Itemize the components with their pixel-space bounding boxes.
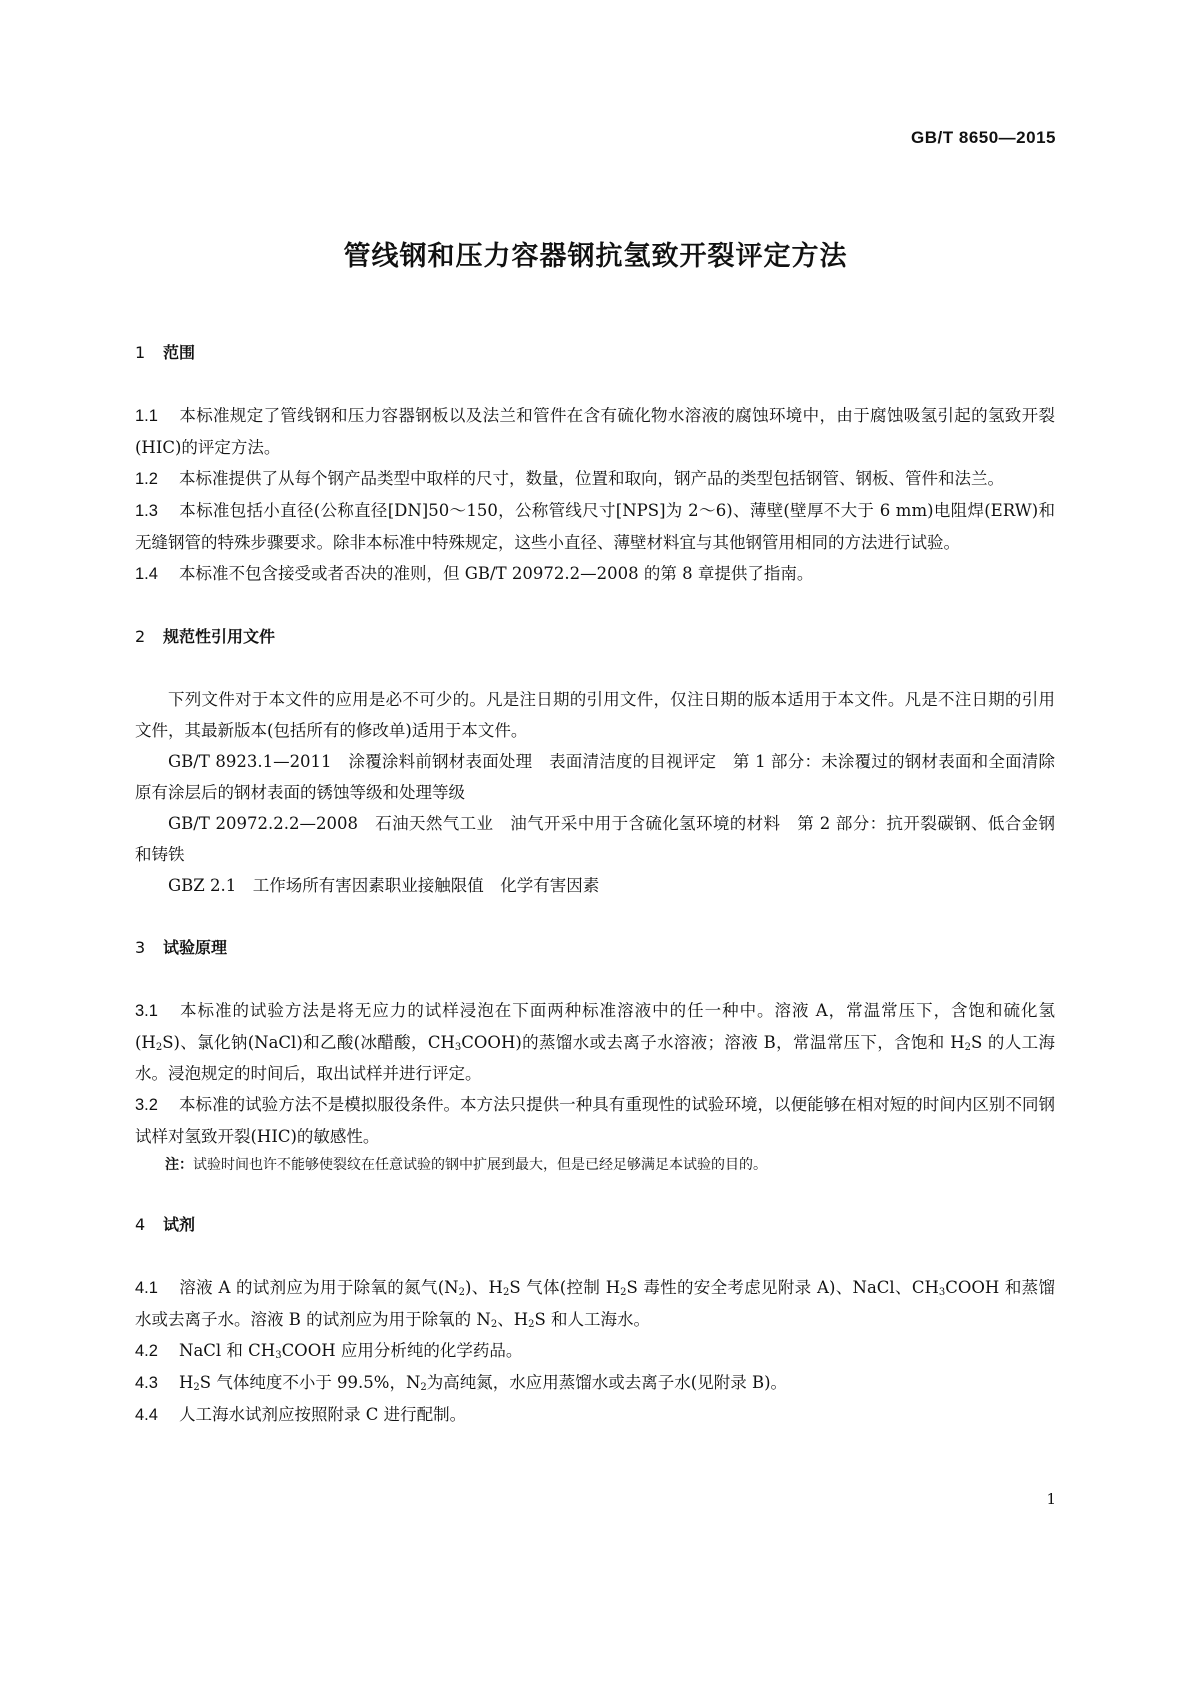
- section-heading-scope: [135, 338, 1055, 368]
- reference-item: GB/T 8923.1—2011 涂覆涂料前钢材表面处理 表面清洁度的目视评定 第 1 部分：未涂覆过的钢材表面和全面清除原有涂层后的钢材表面的锈蚀等级和处理等级: [135, 752, 1055, 802]
- clause-text: 本标准提供了从每个钢产品类型中取样的尺寸，数量，位置和取向，钢产品的类型包括钢管、钢板、管件和法兰。: [179, 469, 1004, 488]
- clause-4-1: [135, 1272, 1055, 1335]
- clause-text: NaCl 和 CH: [179, 1341, 276, 1360]
- clause-3-2: [135, 1089, 1055, 1152]
- clause-number: 3.2: [135, 1096, 158, 1114]
- section-number: 3: [135, 938, 146, 957]
- clause-text: 本标准包括小直径(公称直径[DN]50～150，公称管线尺寸[NPS]为 2～6)、薄壁(壁厚不大于 6 mm)电阻焊(ERW)和无缝钢管的特殊步骤要求。除非本标准中特殊规定，这些小直径、薄壁材料宜与其他钢管用相同的方法进行试验。: [135, 501, 1055, 552]
- section-heading-test-principle: [135, 933, 1055, 963]
- clause-text: COOH 应用分析纯的化学药品。: [281, 1341, 523, 1360]
- section-title: 规范性引用文件: [163, 627, 276, 646]
- subscript: 2: [964, 1042, 972, 1053]
- subscript: 2: [458, 1287, 465, 1298]
- clause-text: 本标准的试验方法不是模拟服役条件。本方法只提供一种具有重现性的试验环境，以便能够在相对短的时间内区别不同钢试样对氢致开裂(HIC)的敏感性。: [135, 1095, 1055, 1146]
- clause-number: 1.2: [135, 470, 158, 488]
- section-heading-reagents: [135, 1210, 1055, 1240]
- section-number: 2: [135, 627, 146, 646]
- clause-text: 为高纯氮，水应用蒸馏水或去离子水(见附录 B)。: [426, 1373, 788, 1392]
- clause-1-1: [135, 400, 1055, 463]
- section-title: 试验原理: [163, 938, 228, 957]
- clause-4-2: [135, 1335, 1055, 1367]
- clause-text: 人工海水试剂应按照附录 C 进行配制。: [179, 1405, 467, 1424]
- clause-1-2: [135, 463, 1055, 495]
- subscript: 2: [155, 1042, 163, 1053]
- subscript: 2: [528, 1319, 535, 1330]
- document-title: 管线钢和压力容器钢抗氢致开裂评定方法: [343, 241, 848, 272]
- clause-text: 、H: [497, 1310, 529, 1329]
- note-text: 试验时间也许不能够使裂纹在任意试验的钢中扩展到最大，但是已经足够满足本试验的目的。: [193, 1157, 767, 1173]
- clause-4-3: [135, 1367, 1055, 1399]
- clause-text: S 气体纯度不小于 99.5%，N: [199, 1373, 421, 1392]
- clause-text: 本标准规定了管线钢和压力容器钢板以及法兰和管件在含有硫化物水溶液的腐蚀环境中，由于腐蚀吸氢引起的氢致开裂(HIC)的评定方法。: [135, 406, 1055, 457]
- clause-number: 3.1: [135, 1002, 158, 1020]
- clause-number: 4.4: [135, 1406, 158, 1424]
- subscript: 2: [502, 1287, 510, 1298]
- section-number: 1: [135, 343, 146, 362]
- subscript: 2: [193, 1382, 200, 1393]
- section-heading-normative-references: [135, 622, 1055, 652]
- section-number: 4: [135, 1215, 146, 1234]
- clause-number: 1.3: [135, 502, 158, 520]
- references-intro: 下列文件对于本文件的应用是必不可少的。凡是注日期的引用文件，仅注日期的版本适用于本文件。凡是不注日期的引用文件，其最新版本(包括所有的修改单)适用于本文件。: [135, 690, 1055, 740]
- subscript: 2: [420, 1382, 427, 1393]
- clause-text: S 毒性的安全考虑见附录 A)、NaCl、CH: [626, 1278, 939, 1297]
- clause-number: 4.2: [135, 1342, 158, 1360]
- page-number: 1: [1046, 1490, 1056, 1508]
- reference-item: GB/T 20972.2.2—2008 石油天然气工业 油气开采中用于含硫化氢环境的材料 第 2 部分：抗开裂碳钢、低合金钢和铸铁: [135, 814, 1055, 864]
- clause-text: H: [179, 1373, 194, 1392]
- subscript: 2: [490, 1319, 498, 1330]
- clause-text: S)、氯化钠(NaCl)和乙酸(冰醋酸，CH: [162, 1033, 455, 1052]
- section-title: 试剂: [163, 1215, 196, 1234]
- note-label: 注：: [165, 1157, 193, 1173]
- clause-number: 1.1: [135, 407, 158, 425]
- clause-text: S 和人工海水。: [534, 1310, 651, 1329]
- clause-3-1: [135, 995, 1055, 1089]
- clause-text: S 的人工海水。浸泡规定的时间后，取出试样并进行评定。: [135, 1033, 1055, 1083]
- section-title: 范围: [163, 343, 196, 362]
- clause-1-3: [135, 495, 1055, 558]
- clause-number: 1.4: [135, 565, 158, 583]
- clause-text: 本标准的试验方法是将无应力的试样浸泡在下面两种标准溶液中的任一种中。溶液 A，常温常压下，含饱和硫化氢(H: [135, 1001, 1055, 1052]
- subscript: 3: [275, 1350, 282, 1361]
- clause-text: COOH)的蒸馏水或去离子水溶液；溶液 B，常温常压下，含饱和 H: [461, 1033, 965, 1052]
- subscript: 2: [620, 1287, 627, 1298]
- clause-text: COOH 和蒸馏水或去离子水。溶液 B 的试剂应为用于除氧的 N: [135, 1278, 1055, 1329]
- document-body: [135, 338, 1055, 1431]
- clause-text: )、H: [464, 1278, 503, 1297]
- clause-text: 溶液 A 的试剂应为用于除氧的氮气(N: [179, 1278, 459, 1297]
- clause-text: 本标准不包含接受或者否决的准则，但 GB/T 20972.2—2008 的第 8 章提供了指南。: [179, 564, 814, 583]
- reference-item: GBZ 2.1 工作场所有害因素职业接触限值 化学有害因素: [168, 876, 600, 895]
- clause-number: 4.3: [135, 1374, 158, 1392]
- clause-4-4: [135, 1399, 1055, 1431]
- note: [135, 1152, 1055, 1178]
- subscript: 3: [938, 1287, 946, 1298]
- clause-1-4: [135, 558, 1055, 590]
- clause-number: 4.1: [135, 1279, 158, 1297]
- standard-code: GB/T 8650—2015: [911, 128, 1056, 147]
- subscript: 3: [454, 1042, 462, 1053]
- clause-text: S 气体(控制 H: [509, 1278, 621, 1297]
